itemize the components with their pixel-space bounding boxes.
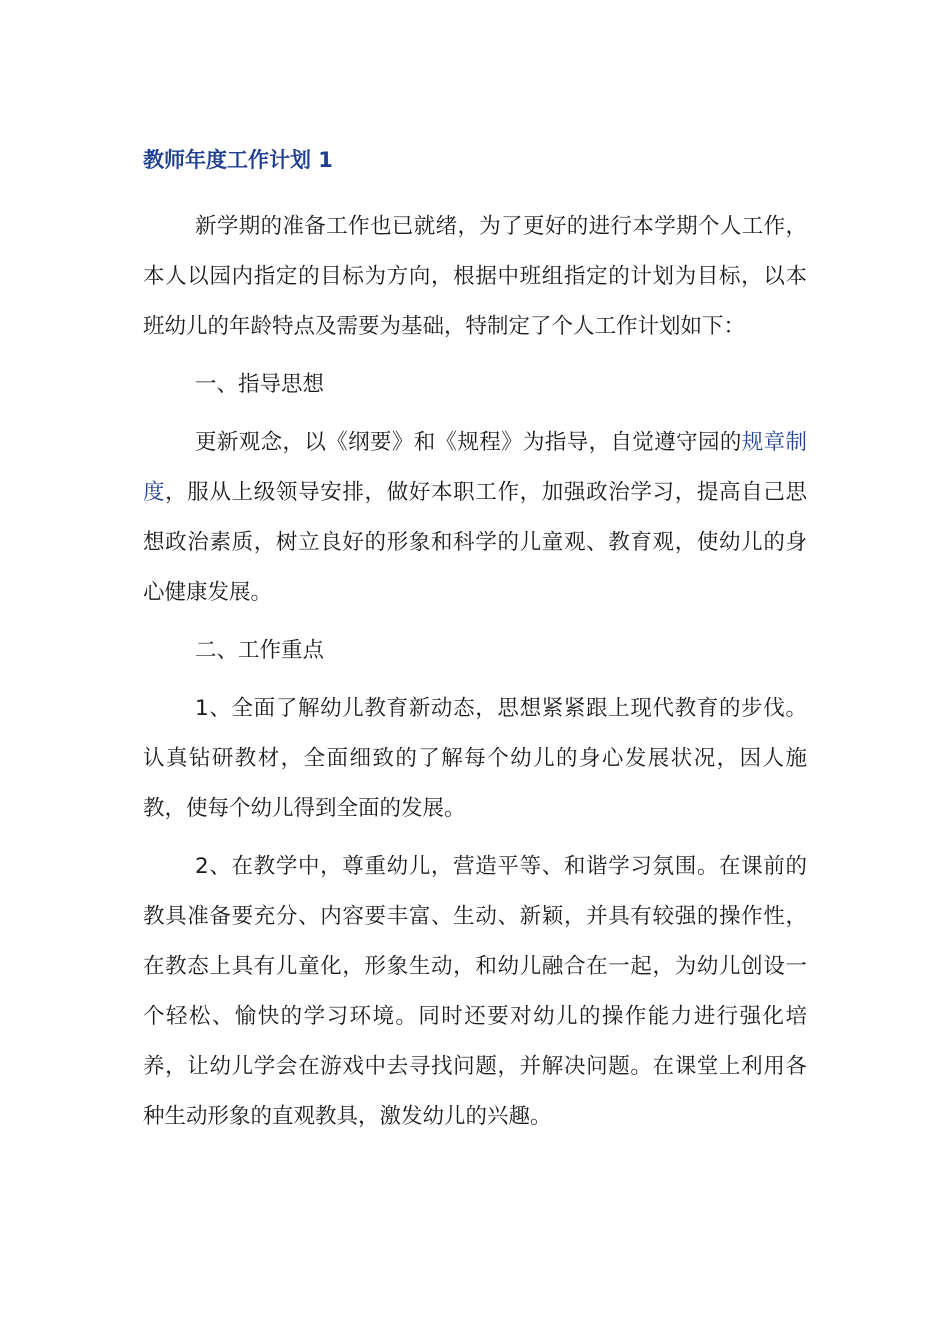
guiding-thought-paragraph — [143, 418, 807, 618]
intro-paragraph: 新学期的准备工作也已就绪，为了更好的进行本学期个人工作，本人以园内指定的目标为方向，根据中班组指定的计划为目标，以本班幼儿的年龄特点及需要为基础，特制定了个人工作计划如下： — [143, 214, 807, 339]
document-page — [143, 140, 807, 1150]
rules-regulations-link[interactable]: 规章制度 — [143, 430, 807, 505]
guiding-thought-text-start: 更新观念，以《纲要》和《规程》为指导，自觉遵守园的 — [195, 430, 742, 455]
document-title: 教师年度工作计划 1 — [143, 148, 333, 172]
section-heading-work-focus: 二、工作重点 — [195, 638, 325, 663]
work-focus-point-2: 2、在教学中，尊重幼儿，营造平等、和谐学习氛围。在课前的教具准备要充分、内容要丰富、生动、新颖，并具有较强的操作性，在教态上具有儿童化，形象生动，和幼儿融合在一起，为幼儿创设一个轻松、愉快的学习环境。同时还要对幼儿的操作能力进行强化培养，让幼儿学会在游戏中去寻找问题，并解决问题。在课堂上利用各种生动形象的直观教具，激发幼儿的兴趣。 — [143, 854, 807, 1129]
guiding-thought-text-end: ，服从上级领导安排，做好本职工作，加强政治学习，提高自己思想政治素质，树立良好的形象和科学的儿童观、教育观，使幼儿的身心健康发展。 — [143, 480, 807, 605]
section-heading-guiding-thought: 一、指导思想 — [195, 372, 325, 397]
work-focus-point-1: 1、全面了解幼儿教育新动态，思想紧紧跟上现代教育的步伐。认真钻研教材，全面细致的了解每个幼儿的身心发展状况，因人施教，使每个幼儿得到全面的发展。 — [143, 696, 807, 821]
